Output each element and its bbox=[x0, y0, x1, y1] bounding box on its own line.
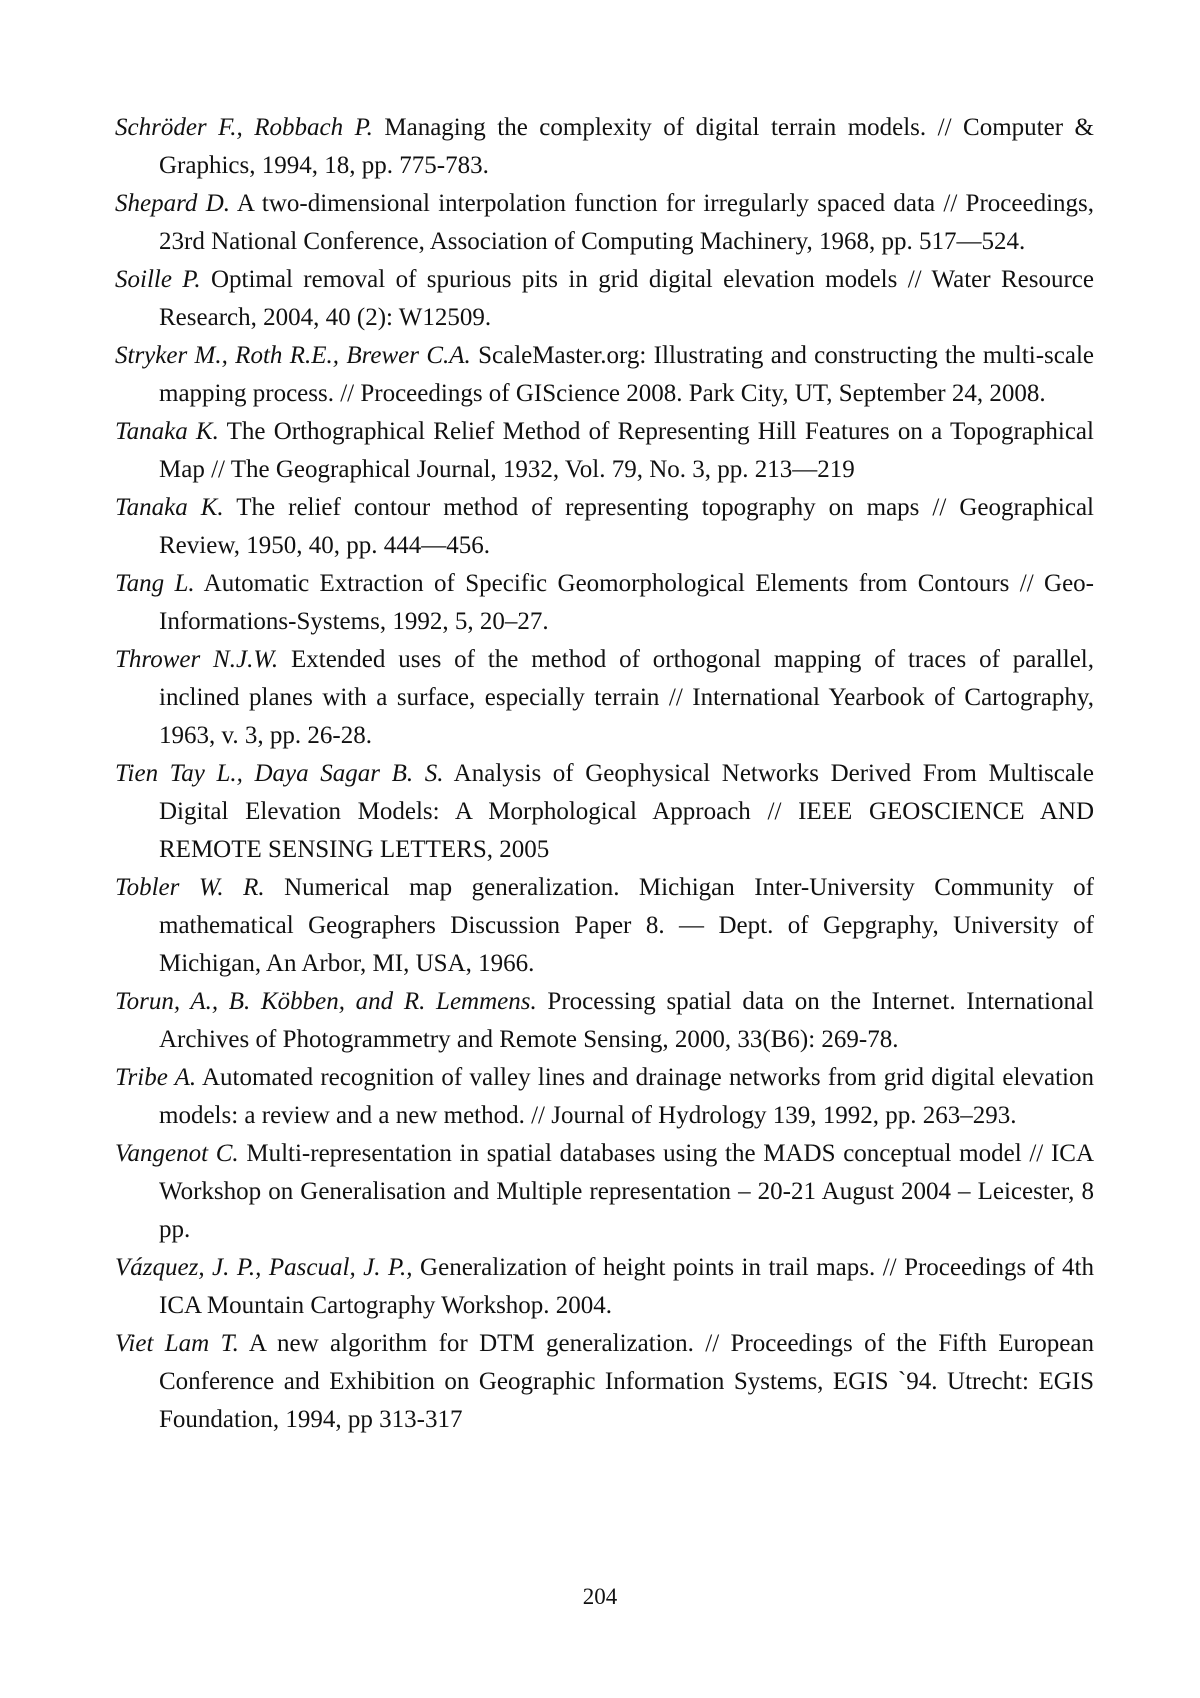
reference-author: Vázquez, J. P., Pascual, J. P., bbox=[115, 1254, 413, 1281]
reference-text: Extended uses of the method of orthogonal mapping of traces of parallel, inclined planes with a surface, especially terrain // International Yearbook of Cartography, 1963, v. 3, pp. 26-28. bbox=[159, 646, 1094, 749]
reference-author: Tanaka K. bbox=[115, 494, 224, 521]
reference-author: Tribe A. bbox=[115, 1064, 197, 1091]
reference-text: Analysis of Geophysical Networks Derived From Multiscale Digital Elevation Models: A Morphological Approach // IEEE GEOSCIENCE AND REMOTE SENSING LETTERS, 2005 bbox=[159, 760, 1095, 863]
reference-entry bbox=[115, 869, 1094, 983]
reference-entry bbox=[115, 337, 1094, 413]
reference-entry bbox=[115, 1059, 1094, 1135]
reference-entry bbox=[115, 1135, 1094, 1249]
reference-author: Torun, A., B. Köbben, and R. Lemmens. bbox=[115, 988, 537, 1015]
reference-author: Soille P. bbox=[115, 266, 201, 293]
reference-text: Multi-representation in spatial databases using the MADS conceptual model // ICA Workshop on Generalisation and Multiple representation – 20-21 August 2004 – Leicester, 8 pp. bbox=[159, 1140, 1095, 1243]
reference-text: A two-dimensional interpolation function for irregularly spaced data // Proceedings, 23rd National Conference, Association of Computing Machinery, 1968, pp. 517—524. bbox=[159, 190, 1094, 255]
reference-author: Tang L. bbox=[115, 570, 195, 597]
reference-text: Processing spatial data on the Internet. International Archives of Photogrammetry and Remote Sensing, 2000, 33(B6): 269-78. bbox=[159, 988, 1094, 1053]
reference-text: Automated recognition of valley lines and drainage networks from grid digital elevation models: a review and a new method. // Journal of Hydrology 139, 1992, pp. 263–293. bbox=[159, 1064, 1094, 1129]
reference-author: Schröder F., Robbach P. bbox=[115, 114, 373, 141]
reference-author: Thrower N.J.W. bbox=[115, 646, 279, 673]
page-number: 204 bbox=[582, 1584, 618, 1609]
reference-entry bbox=[115, 983, 1094, 1059]
reference-author: Tobler W. R. bbox=[115, 874, 265, 901]
reference-entry bbox=[115, 641, 1094, 755]
reference-author: Tanaka K. bbox=[115, 418, 219, 445]
reference-text: Automatic Extraction of Specific Geomorphological Elements from Contours // Geo-Informations-Systems, 1992, 5, 20–27. bbox=[159, 570, 1094, 635]
reference-text: Numerical map generalization. Michigan Inter-University Community of mathematical Geographers Discussion Paper 8. — Dept. of Gepgraphy, University of Michigan, An Arbor, MI, USA, 1966. bbox=[159, 874, 1095, 977]
reference-text: The Orthographical Relief Method of Representing Hill Features on a Topographical Map // The Geographical Journal, 1932, Vol. 79, No. 3, pp. 213—219 bbox=[159, 418, 1094, 483]
reference-text: Managing the complexity of digital terrain models. // Computer & Graphics, 1994, 18, pp. 775-783. bbox=[159, 114, 1094, 179]
reference-entry bbox=[115, 1325, 1094, 1439]
reference-text: A new algorithm for DTM generalization. // Proceedings of the Fifth European Conference and Exhibition on Geographic Information Systems, EGIS `94. Utrecht: EGIS Foundation, 1994, pp 313-317 bbox=[159, 1330, 1094, 1433]
reference-author: Shepard D. bbox=[115, 190, 230, 217]
reference-author: Tien Tay L., Daya Sagar B. S. bbox=[115, 760, 444, 787]
reference-entry bbox=[115, 489, 1094, 565]
reference-entry bbox=[115, 1249, 1094, 1325]
reference-entry bbox=[115, 185, 1094, 261]
reference-author: Viet Lam T. bbox=[115, 1330, 239, 1357]
reference-entry bbox=[115, 109, 1094, 185]
reference-list bbox=[115, 109, 1094, 1439]
reference-author: Vangenot C. bbox=[115, 1140, 239, 1167]
reference-entry bbox=[115, 261, 1094, 337]
reference-text: ScaleMaster.org: Illustrating and constructing the multi-scale mapping process. // Proceedings of GIScience 2008. Park City, UT, September 24, 2008. bbox=[159, 342, 1094, 407]
reference-text: Generalization of height points in trail maps. // Proceedings of 4th ICA Mountain Cartography Workshop. 2004. bbox=[159, 1254, 1094, 1319]
reference-entry bbox=[115, 413, 1094, 489]
reference-author: Stryker M., Roth R.E., Brewer C.A. bbox=[115, 342, 471, 369]
reference-entry bbox=[115, 565, 1094, 641]
reference-entry bbox=[115, 755, 1094, 869]
reference-text: Optimal removal of spurious pits in grid digital elevation models // Water Resource Research, 2004, 40 (2): W12509. bbox=[159, 266, 1094, 331]
reference-text: The relief contour method of representing topography on maps // Geographical Review, 1950, 40, pp. 444—456. bbox=[159, 494, 1094, 559]
